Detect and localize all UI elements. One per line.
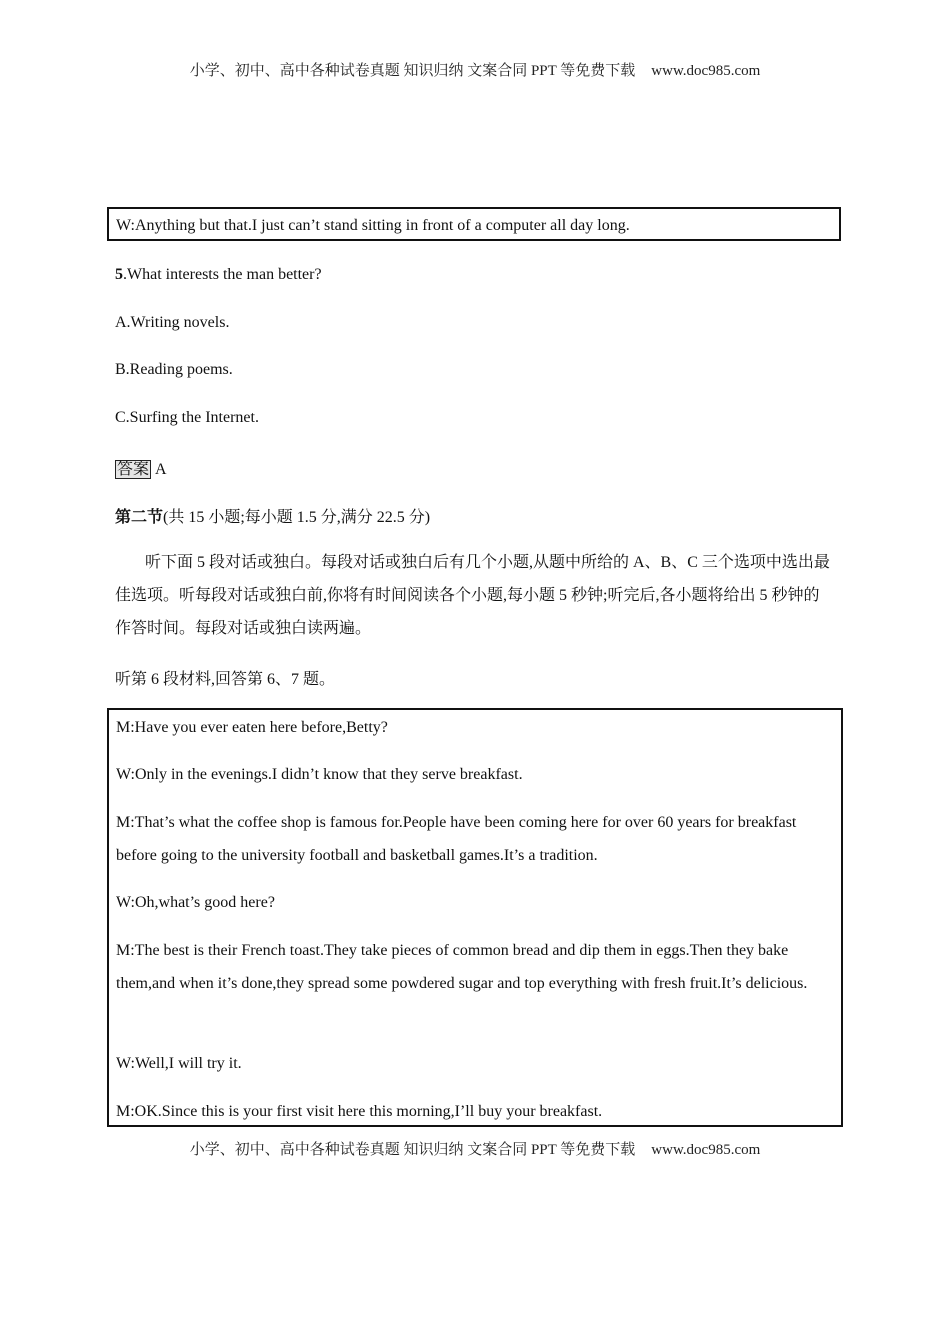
page-footer <box>0 1138 950 1159</box>
answer-value: A <box>155 461 167 478</box>
section-title: 第二节 <box>115 509 164 526</box>
header-url[interactable]: www.doc985.com <box>651 63 761 79</box>
header-text: 小学、初中、高中各种试卷真题 知识归纳 文案合同 PPT 等免费下载 <box>189 63 636 79</box>
dialogue-line: M:That’s what the coffee shop is famous for.People have been coming here for over 60 years for breakfast before going to the university football and basketball games.It’s a tradition. <box>116 814 797 864</box>
footer-url[interactable]: www.doc985.com <box>651 1142 761 1158</box>
option-a: A.Writing novels. <box>115 314 230 331</box>
dialogue-line: M:OK.Since this is your first visit here this morning,I’ll buy your breakfast. <box>116 1103 603 1120</box>
dialogue-line: W:Anything but that.I just can’t stand sitting in front of a computer all day long. <box>116 217 630 234</box>
listen-prompt: 听第 6 段材料,回答第 6、7 题。 <box>115 671 336 688</box>
option-b: B.Reading poems. <box>115 361 233 378</box>
question-text: .What interests the man better? <box>123 266 322 283</box>
dialogue-line: W:Only in the evenings.I didn’t know that they serve breakfast. <box>116 766 523 783</box>
answer-label: 答案 <box>117 461 150 478</box>
answer-line <box>115 456 167 479</box>
question-5 <box>115 266 322 284</box>
section-detail: (共 15 小题;每小题 1.5 分,满分 22.5 分) <box>163 509 431 526</box>
question-number: 5 <box>115 266 123 283</box>
footer-text: 小学、初中、高中各种试卷真题 知识归纳 文案合同 PPT 等免费下载 <box>189 1142 636 1158</box>
page-header <box>0 59 950 80</box>
dialogue-line: W:Oh,what’s good here? <box>116 894 275 911</box>
dialogue-line: M:The best is their French toast.They take pieces of common bread and dip them in eggs.Then they bake them,and when it’s done,they spread some powdered sugar and top everything with fresh fruit.It’s delicious. <box>116 942 808 992</box>
dialogue-line: W:Well,I will try it. <box>116 1055 242 1072</box>
section-heading <box>115 504 430 527</box>
dialogue-box-6 <box>107 708 843 1127</box>
dialogue-box-previous <box>107 207 841 241</box>
option-c: C.Surfing the Internet. <box>115 409 259 426</box>
dialogue-line: M:Have you ever eaten here before,Betty? <box>116 719 388 736</box>
instructions: 听下面 5 段对话或独白。每段对话或独白后有几个小题,从题中所给的 A、B、C 三个选项中选出最佳选项。听每段对话或独白前,你将有时间阅读各个小题,每小题 5 秒钟;听完后,各小题将给出 5 秒钟的作答时间。每段对话或独白读两遍。 <box>115 554 830 637</box>
